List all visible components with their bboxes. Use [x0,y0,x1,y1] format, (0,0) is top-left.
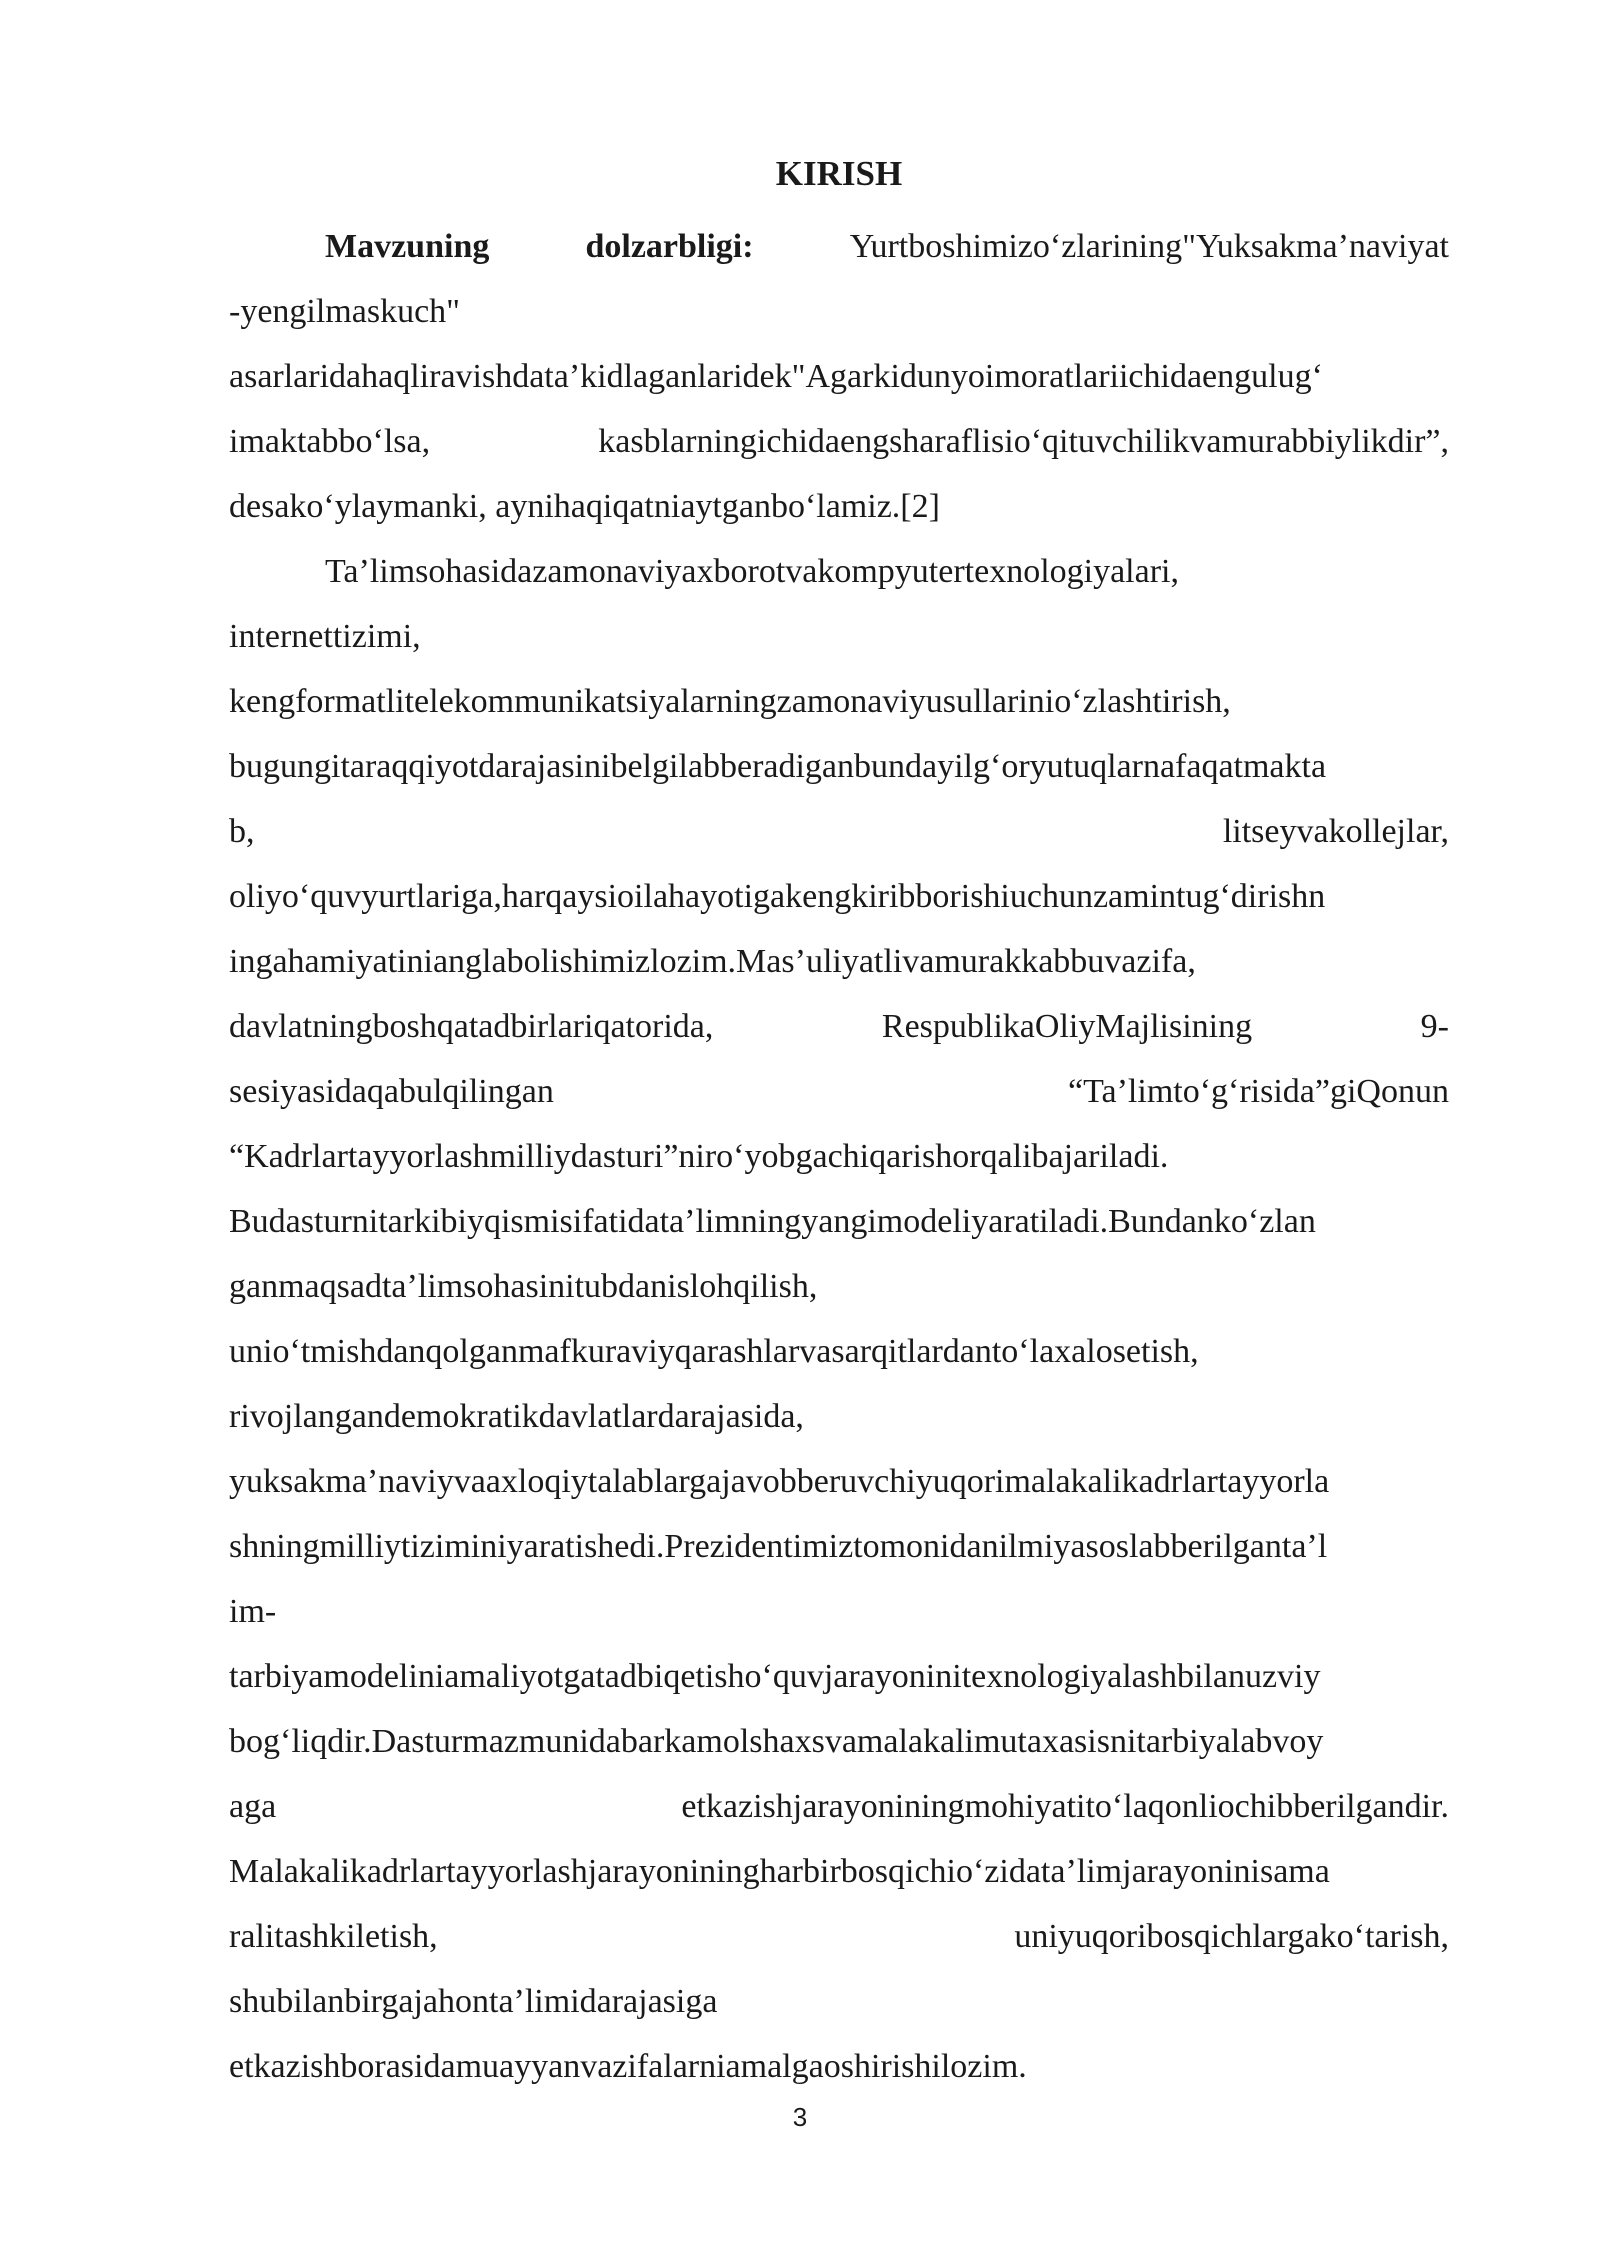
text-line [229,994,1449,1059]
text-segment: uniyuqoribosqichlargako‘tarish, [1014,1918,1449,1955]
text-line [229,799,1449,864]
text-segment: litseyvakollejlar, [1222,813,1449,850]
text-segment: imaktabbo‘lsa, [229,423,431,460]
text-line [229,1644,1449,1709]
text-segment: ingahamiyatinianglabolishimizlozim.Mas’uliyatlivamurakkabbuvazifa, [229,943,1196,980]
text-line [229,1254,1449,1319]
text-segment: -yengilmaskuch" [229,293,461,330]
document-body [229,214,1449,2099]
text-line [229,1059,1449,1124]
text-line [229,1449,1449,1514]
text-line [229,1189,1449,1254]
text-segment: aga [229,1788,277,1825]
text-segment: Yurtboshimizo‘zlarining"Yuksakma’naviyat [849,228,1449,265]
text-line [229,1384,1449,1449]
text-segment: davlatningboshqatadbirlariqatorida, [229,1008,714,1045]
text-line [229,1774,1449,1839]
text-segment: kasblarningichidaengsharaflisio‘qituvchilikvamurabbiylikdir”, [598,423,1449,460]
text-line [229,929,1449,994]
text-segment: “Kadrlartayyorlashmilliydasturi”niro‘yobgachiqarishorqalibajariladi. [229,1138,1169,1175]
text-segment: bog‘liqdir.Dasturmazmunidabarkamolshaxsvamalakalimutaxasisnitarbiyalabvoy [229,1723,1324,1760]
text-segment: Ta’limsohasidazamonaviyaxborotvakompyutertexnologiyalari, [325,553,1179,590]
text-line [229,604,1449,669]
text-line [229,1839,1449,1904]
text-line [229,1904,1449,1969]
text-segment: tarbiyamodeliniamaliyotgatadbiqetisho‘quvjarayoninitexnologiyalashbilanuzviy [229,1658,1321,1695]
text-line [229,2034,1449,2099]
text-segment: etkazishborasidamuayyanvazifalarniamalgaoshirishilozim. [229,2048,1027,2085]
text-segment: yuksakma’naviyvaaxloqiytalablargajavobberuvchiyuqorimalakalikadrlartayyorla [229,1463,1330,1500]
text-segment: shubilanbirgajahonta’limidarajasiga [229,1983,718,2020]
text-segment: internettizimi, [229,618,421,655]
text-line [229,1709,1449,1774]
text-segment: Malakalikadrlartayyorlashjarayoniningharbirbosqichio‘zidata’limjarayoninisama [229,1853,1330,1890]
text-segment: ganmaqsadta’limsohasinitubdanislohqilish, [229,1268,818,1305]
text-segment: oliyo‘quvyurtlariga,harqaysioilahayotigakengkiribborishiuchunzamintug‘dirishn [229,878,1326,915]
text-segment: shningmilliytiziminiyaratishedi.Prezidentimiztomonidanilmiyasoslabberilganta’l [229,1528,1328,1565]
text-line [229,669,1449,734]
text-line [229,1124,1449,1189]
text-segment: kengformatlitelekommunikatsiyalarningzamonaviyusullarinio‘zlashtirish, [229,683,1231,720]
text-segment: Mavzuning [325,228,490,265]
text-segment: bugungitaraqqiyotdarajasinibelgilabberadiganbundayilg‘oryutuqlarnafaqatmakta [229,748,1327,785]
text-segment: rivojlangandemokratikdavlatlardarajasida, [229,1398,804,1435]
text-line [229,1969,1449,2034]
text-segment: asarlaridahaqliravishdata’kidlaganlaridek"Agarkidunyoimoratlariichidaengulug‘ [229,358,1323,395]
text-segment: desako‘ylaymanki, aynihaqiqatniaytganbo‘lamiz.[2] [229,488,940,525]
text-segment: RespublikaOliyMajlisining [881,1008,1253,1045]
text-segment: ralitashkiletish, [229,1918,438,1955]
text-line [229,734,1449,799]
text-line [229,409,1449,474]
page-number: 3 [792,2102,808,2132]
text-segment: 9- [1420,1008,1449,1045]
text-segment: etkazishjarayoniningmohiyatito‘laqonliochibberilgandir. [681,1788,1449,1825]
text-line [229,1579,1449,1644]
text-line [229,1319,1449,1384]
text-segment: unio‘tmishdanqolganmafkuraviyqarashlarvasarqitlardanto‘laxalosetish, [229,1333,1199,1370]
text-line [229,214,1449,279]
section-title: KIRISH [775,154,903,193]
text-line [229,474,1449,539]
text-segment: b, [229,813,255,850]
text-line [229,344,1449,409]
text-segment: im- [229,1593,277,1630]
text-segment: sesiyasidaqabulqilingan [229,1073,554,1110]
text-segment: Budasturnitarkibiyqismisifatidata’limningyangimodeliyaratiladi.Bundanko‘zlan [229,1203,1316,1240]
text-segment: dolzarbligi: [585,228,754,265]
text-line [229,864,1449,929]
text-line [229,279,1449,344]
text-segment: “Ta’limto‘g‘risida”giQonun [1068,1073,1449,1110]
text-line [229,539,1449,604]
text-line [229,1514,1449,1579]
document-page [229,150,1449,2099]
